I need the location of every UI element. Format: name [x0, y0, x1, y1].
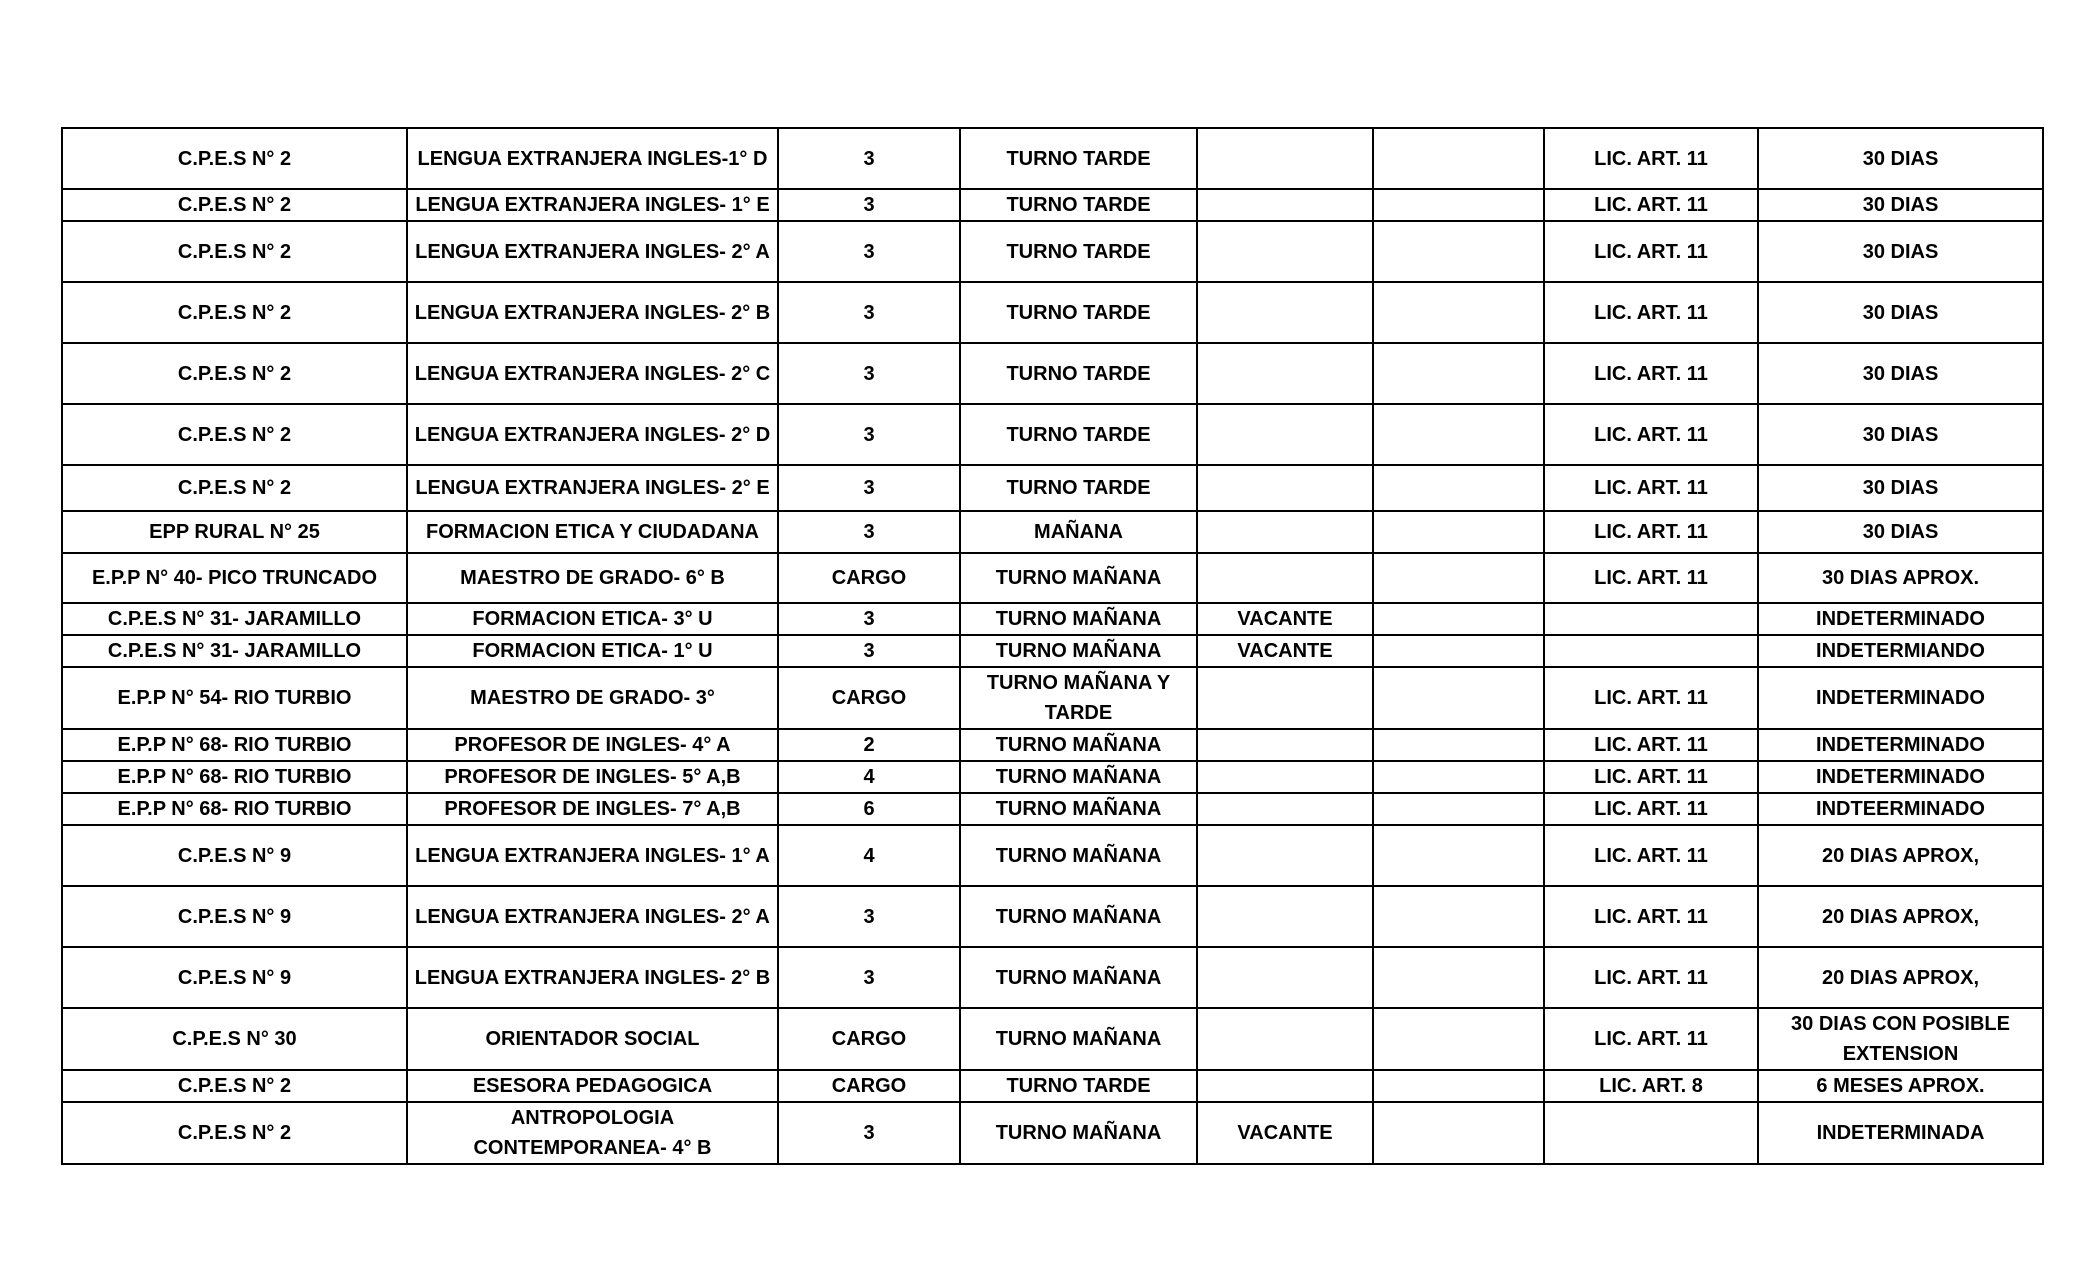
leave-cell	[1544, 1102, 1758, 1164]
school-cell: C.P.E.S N° 30	[62, 1008, 407, 1070]
school-cell: E.P.P N° 54- RIO TURBIO	[62, 667, 407, 729]
blank-cell	[1373, 1008, 1544, 1070]
hours-cell: CARGO	[778, 1070, 960, 1102]
duration-cell: 6 MESES APROX.	[1758, 1070, 2043, 1102]
subject-cell: MAESTRO DE GRADO- 3°	[407, 667, 778, 729]
status-cell	[1197, 761, 1373, 793]
shift-cell: TURNO TARDE	[960, 404, 1197, 465]
status-cell: VACANTE	[1197, 603, 1373, 635]
hours-cell: 3	[778, 404, 960, 465]
subject-cell: LENGUA EXTRANJERA INGLES- 1° E	[407, 189, 778, 221]
table-row	[62, 603, 2043, 635]
school-cell: C.P.E.S N° 2	[62, 1070, 407, 1102]
hours-cell: 2	[778, 729, 960, 761]
blank-cell	[1373, 761, 1544, 793]
duration-cell: INDETERMINADA	[1758, 1102, 2043, 1164]
hours-cell: 3	[778, 603, 960, 635]
hours-cell: 3	[778, 511, 960, 553]
blank-cell	[1373, 886, 1544, 947]
hours-cell: 3	[778, 1102, 960, 1164]
school-cell: E.P.P N° 40- PICO TRUNCADO	[62, 553, 407, 603]
leave-cell: LIC. ART. 11	[1544, 282, 1758, 343]
status-cell	[1197, 282, 1373, 343]
blank-cell	[1373, 603, 1544, 635]
subject-cell: LENGUA EXTRANJERA INGLES- 2° B	[407, 947, 778, 1008]
status-cell: VACANTE	[1197, 635, 1373, 667]
table-row	[62, 465, 2043, 511]
status-cell	[1197, 465, 1373, 511]
shift-cell: TURNO TARDE	[960, 128, 1197, 189]
status-cell	[1197, 511, 1373, 553]
hours-cell: 3	[778, 886, 960, 947]
duration-cell: 20 DIAS APROX,	[1758, 886, 2043, 947]
shift-cell: TURNO TARDE	[960, 465, 1197, 511]
hours-cell: CARGO	[778, 1008, 960, 1070]
leave-cell: LIC. ART. 11	[1544, 465, 1758, 511]
shift-cell: TURNO MAÑANA Y TARDE	[960, 667, 1197, 729]
blank-cell	[1373, 128, 1544, 189]
table-row	[62, 404, 2043, 465]
table-body	[62, 128, 2043, 1164]
leave-cell: LIC. ART. 11	[1544, 793, 1758, 825]
duration-cell: INDETERMIANDO	[1758, 635, 2043, 667]
blank-cell	[1373, 282, 1544, 343]
school-cell: C.P.E.S N° 2	[62, 221, 407, 282]
status-cell	[1197, 1070, 1373, 1102]
school-cell: C.P.E.S N° 2	[62, 282, 407, 343]
duration-cell: 30 DIAS APROX.	[1758, 553, 2043, 603]
subject-cell: FORMACION ETICA- 1° U	[407, 635, 778, 667]
subject-cell: PROFESOR DE INGLES- 5° A,B	[407, 761, 778, 793]
hours-cell: 3	[778, 947, 960, 1008]
shift-cell: TURNO TARDE	[960, 1070, 1197, 1102]
school-cell: C.P.E.S N° 2	[62, 465, 407, 511]
school-cell: E.P.P N° 68- RIO TURBIO	[62, 761, 407, 793]
table-row	[62, 793, 2043, 825]
hours-cell: 3	[778, 635, 960, 667]
shift-cell: TURNO MAÑANA	[960, 793, 1197, 825]
school-cell: E.P.P N° 68- RIO TURBIO	[62, 793, 407, 825]
shift-cell: TURNO MAÑANA	[960, 635, 1197, 667]
subject-cell: ANTROPOLOGIA CONTEMPORANEA- 4° B	[407, 1102, 778, 1164]
leave-cell: LIC. ART. 11	[1544, 761, 1758, 793]
hours-cell: 3	[778, 189, 960, 221]
blank-cell	[1373, 465, 1544, 511]
status-cell	[1197, 1008, 1373, 1070]
shift-cell: TURNO MAÑANA	[960, 1008, 1197, 1070]
duration-cell: 20 DIAS APROX,	[1758, 947, 2043, 1008]
duration-cell: 30 DIAS	[1758, 511, 2043, 553]
table-row	[62, 343, 2043, 404]
hours-cell: 3	[778, 128, 960, 189]
leave-cell: LIC. ART. 11	[1544, 886, 1758, 947]
shift-cell: TURNO MAÑANA	[960, 1102, 1197, 1164]
status-cell	[1197, 667, 1373, 729]
hours-cell: CARGO	[778, 553, 960, 603]
shift-cell: TURNO MAÑANA	[960, 825, 1197, 886]
shift-cell: TURNO TARDE	[960, 282, 1197, 343]
status-cell	[1197, 221, 1373, 282]
status-cell	[1197, 947, 1373, 1008]
blank-cell	[1373, 221, 1544, 282]
school-cell: C.P.E.S N° 9	[62, 947, 407, 1008]
leave-cell: LIC. ART. 11	[1544, 947, 1758, 1008]
leave-cell: LIC. ART. 11	[1544, 1008, 1758, 1070]
hours-cell: 4	[778, 761, 960, 793]
blank-cell	[1373, 553, 1544, 603]
leave-cell: LIC. ART. 11	[1544, 343, 1758, 404]
hours-cell: 3	[778, 282, 960, 343]
status-cell	[1197, 886, 1373, 947]
duration-cell: INDETERMINADO	[1758, 603, 2043, 635]
shift-cell: TURNO MAÑANA	[960, 729, 1197, 761]
status-cell	[1197, 825, 1373, 886]
subject-cell: MAESTRO DE GRADO- 6° B	[407, 553, 778, 603]
hours-cell: 3	[778, 465, 960, 511]
school-cell: C.P.E.S N° 2	[62, 404, 407, 465]
school-cell: C.P.E.S N° 2	[62, 128, 407, 189]
duration-cell: 30 DIAS	[1758, 282, 2043, 343]
school-cell: C.P.E.S N° 9	[62, 886, 407, 947]
status-cell	[1197, 128, 1373, 189]
school-cell: C.P.E.S N° 31- JARAMILLO	[62, 635, 407, 667]
shift-cell: TURNO MAÑANA	[960, 603, 1197, 635]
blank-cell	[1373, 511, 1544, 553]
status-cell	[1197, 793, 1373, 825]
blank-cell	[1373, 825, 1544, 886]
hours-cell: 6	[778, 793, 960, 825]
status-cell	[1197, 729, 1373, 761]
subject-cell: LENGUA EXTRANJERA INGLES- 2° A	[407, 221, 778, 282]
table-row	[62, 1102, 2043, 1164]
hours-cell: 3	[778, 343, 960, 404]
leave-cell: LIC. ART. 11	[1544, 825, 1758, 886]
table-row	[62, 947, 2043, 1008]
duration-cell: 30 DIAS	[1758, 128, 2043, 189]
subject-cell: LENGUA EXTRANJERA INGLES- 2° B	[407, 282, 778, 343]
blank-cell	[1373, 343, 1544, 404]
blank-cell	[1373, 947, 1544, 1008]
blank-cell	[1373, 1070, 1544, 1102]
subject-cell: FORMACION ETICA Y CIUDADANA	[407, 511, 778, 553]
blank-cell	[1373, 404, 1544, 465]
blank-cell	[1373, 635, 1544, 667]
subject-cell: LENGUA EXTRANJERA INGLES-1° D	[407, 128, 778, 189]
school-cell: C.P.E.S N° 9	[62, 825, 407, 886]
leave-cell: LIC. ART. 11	[1544, 221, 1758, 282]
table-row	[62, 635, 2043, 667]
school-cell: C.P.E.S N° 2	[62, 343, 407, 404]
blank-cell	[1373, 1102, 1544, 1164]
table-row	[62, 825, 2043, 886]
hours-cell: 4	[778, 825, 960, 886]
table-row	[62, 729, 2043, 761]
subject-cell: ESESORA PEDAGOGICA	[407, 1070, 778, 1102]
subject-cell: PROFESOR DE INGLES- 4° A	[407, 729, 778, 761]
leave-cell	[1544, 635, 1758, 667]
hours-cell: 3	[778, 221, 960, 282]
leave-cell: LIC. ART. 11	[1544, 189, 1758, 221]
leave-cell: LIC. ART. 11	[1544, 404, 1758, 465]
shift-cell: TURNO MAÑANA	[960, 761, 1197, 793]
shift-cell: TURNO MAÑANA	[960, 886, 1197, 947]
leave-cell: LIC. ART. 8	[1544, 1070, 1758, 1102]
duration-cell: INDETERMINADO	[1758, 667, 2043, 729]
leave-cell: LIC. ART. 11	[1544, 511, 1758, 553]
subject-cell: ORIENTADOR SOCIAL	[407, 1008, 778, 1070]
blank-cell	[1373, 793, 1544, 825]
duration-cell: INDETERMINADO	[1758, 761, 2043, 793]
school-cell: C.P.E.S N° 31- JARAMILLO	[62, 603, 407, 635]
subject-cell: LENGUA EXTRANJERA INGLES- 2° E	[407, 465, 778, 511]
leave-cell	[1544, 603, 1758, 635]
school-cell: C.P.E.S N° 2	[62, 189, 407, 221]
subject-cell: LENGUA EXTRANJERA INGLES- 2° D	[407, 404, 778, 465]
blank-cell	[1373, 189, 1544, 221]
blank-cell	[1373, 729, 1544, 761]
duration-cell: 20 DIAS APROX,	[1758, 825, 2043, 886]
hours-cell: CARGO	[778, 667, 960, 729]
school-cell: E.P.P N° 68- RIO TURBIO	[62, 729, 407, 761]
duration-cell: INDETERMINADO	[1758, 729, 2043, 761]
leave-cell: LIC. ART. 11	[1544, 128, 1758, 189]
table-row	[62, 189, 2043, 221]
leave-cell: LIC. ART. 11	[1544, 667, 1758, 729]
status-cell	[1197, 404, 1373, 465]
duration-cell: 30 DIAS	[1758, 221, 2043, 282]
table-row	[62, 221, 2043, 282]
school-cell: EPP RURAL N° 25	[62, 511, 407, 553]
table-row	[62, 886, 2043, 947]
table-row	[62, 511, 2043, 553]
shift-cell: TURNO TARDE	[960, 221, 1197, 282]
shift-cell: TURNO MAÑANA	[960, 553, 1197, 603]
table-row	[62, 1070, 2043, 1102]
shift-cell: TURNO TARDE	[960, 343, 1197, 404]
subject-cell: FORMACION ETICA- 3° U	[407, 603, 778, 635]
leave-cell: LIC. ART. 11	[1544, 553, 1758, 603]
shift-cell: MAÑANA	[960, 511, 1197, 553]
leave-cell: LIC. ART. 11	[1544, 729, 1758, 761]
table-row	[62, 553, 2043, 603]
vacancy-table	[61, 127, 2044, 1165]
duration-cell: 30 DIAS CON POSIBLE EXTENSION	[1758, 1008, 2043, 1070]
status-cell	[1197, 189, 1373, 221]
duration-cell: 30 DIAS	[1758, 465, 2043, 511]
status-cell	[1197, 343, 1373, 404]
subject-cell: LENGUA EXTRANJERA INGLES- 2° C	[407, 343, 778, 404]
status-cell: VACANTE	[1197, 1102, 1373, 1164]
table-row	[62, 282, 2043, 343]
subject-cell: PROFESOR DE INGLES- 7° A,B	[407, 793, 778, 825]
table-row	[62, 761, 2043, 793]
duration-cell: INDTEERMINADO	[1758, 793, 2043, 825]
table-row	[62, 667, 2043, 729]
school-cell: C.P.E.S N° 2	[62, 1102, 407, 1164]
shift-cell: TURNO MAÑANA	[960, 947, 1197, 1008]
shift-cell: TURNO TARDE	[960, 189, 1197, 221]
duration-cell: 30 DIAS	[1758, 404, 2043, 465]
duration-cell: 30 DIAS	[1758, 343, 2043, 404]
duration-cell: 30 DIAS	[1758, 189, 2043, 221]
table-row	[62, 128, 2043, 189]
subject-cell: LENGUA EXTRANJERA INGLES- 2° A	[407, 886, 778, 947]
status-cell	[1197, 553, 1373, 603]
table-row	[62, 1008, 2043, 1070]
subject-cell: LENGUA EXTRANJERA INGLES- 1° A	[407, 825, 778, 886]
blank-cell	[1373, 667, 1544, 729]
